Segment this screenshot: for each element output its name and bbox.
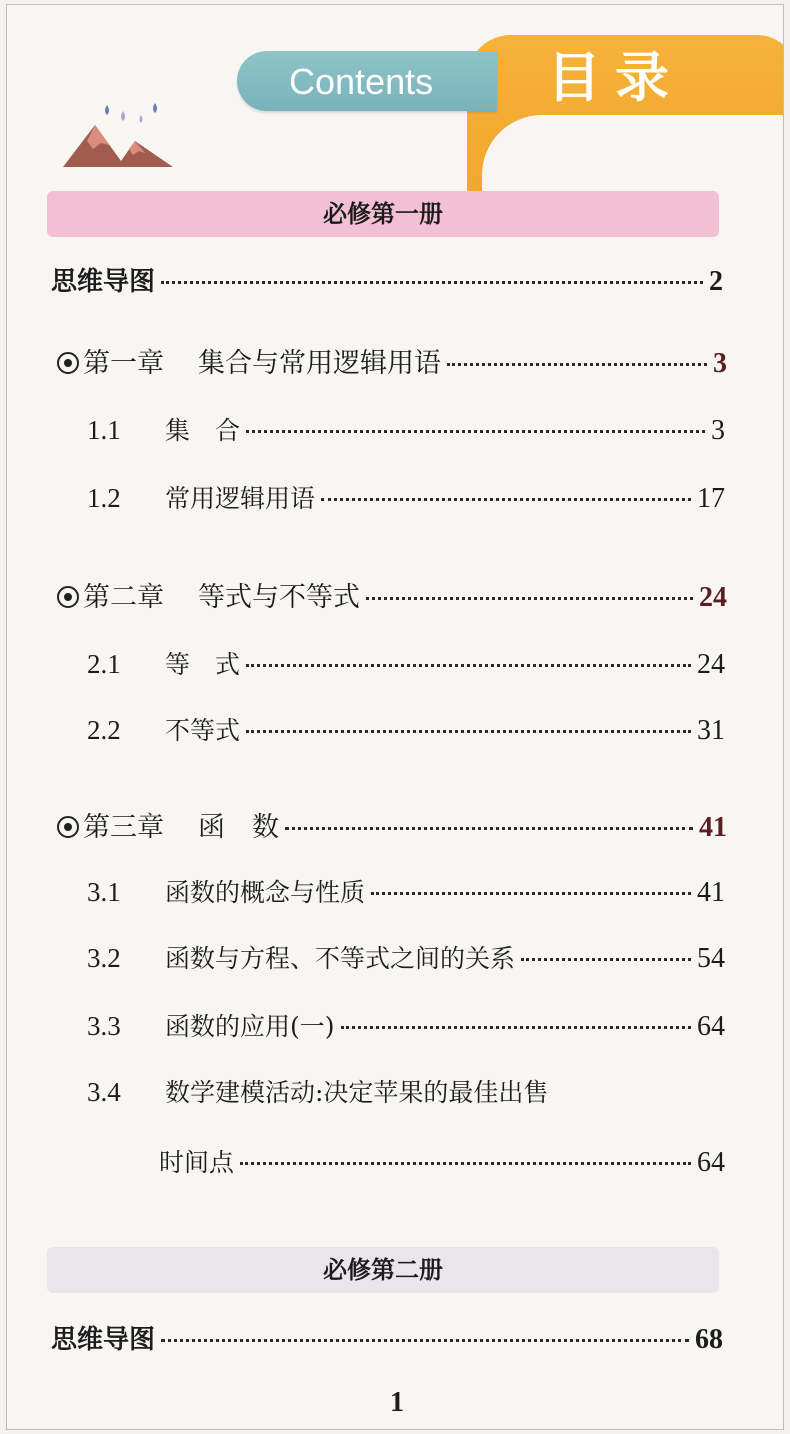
- section-title: 不等式: [165, 716, 241, 745]
- toc-entry-page: 2: [709, 266, 723, 297]
- section-page: 54: [697, 943, 725, 974]
- toc-entry-page: 68: [695, 1324, 723, 1355]
- chapter-page: 24: [699, 582, 727, 613]
- dot-leader: [240, 1162, 691, 1165]
- toc-chapter-2[interactable]: [57, 575, 727, 615]
- toc-section-2-1[interactable]: [87, 645, 725, 685]
- toc-section-1-2[interactable]: [87, 479, 725, 519]
- section-page: 64: [697, 1011, 725, 1042]
- dot-leader: [161, 1339, 689, 1342]
- section-page: 24: [697, 649, 725, 680]
- section-page: 17: [697, 483, 725, 514]
- toc-section-1-1[interactable]: [87, 411, 725, 451]
- dot-leader: [161, 281, 703, 284]
- contents-title: Contents: [289, 61, 434, 102]
- section-title: 集 合: [165, 416, 241, 445]
- chapter-title: 等式与不等式: [198, 582, 360, 613]
- chapter-bullet-icon: [57, 352, 79, 374]
- chapter-number: 第三章: [83, 812, 164, 843]
- section-number: 1.1: [87, 415, 121, 445]
- section-title: 常用逻辑用语: [165, 484, 316, 513]
- section-page: 41: [697, 877, 725, 908]
- book2-banner: 必修第二册: [47, 1247, 719, 1293]
- dot-leader: [447, 363, 707, 366]
- toc-section-3-3[interactable]: [87, 1007, 725, 1047]
- dot-leader: [366, 597, 693, 600]
- section-title-cont: 时间点: [159, 1148, 235, 1177]
- section-number: 2.1: [87, 649, 121, 679]
- toc-section-3-2[interactable]: [87, 939, 725, 979]
- section-number: 1.2: [87, 483, 121, 513]
- toc-page: [6, 4, 784, 1430]
- chapter-number: 第一章: [83, 348, 164, 379]
- chapter-page: 41: [699, 812, 727, 843]
- dot-leader: [341, 1026, 691, 1029]
- book1-banner: 必修第一册: [47, 191, 719, 237]
- section-title: 等 式: [165, 650, 241, 679]
- toc-section-3-4[interactable]: [87, 1073, 725, 1113]
- section-page: 3: [711, 415, 725, 446]
- section-page: 31: [697, 715, 725, 746]
- toc-entry-label: 思维导图: [51, 267, 156, 297]
- chapter-bullet-icon: [57, 816, 79, 838]
- toc-entry-mindmap-2[interactable]: [51, 1319, 723, 1359]
- section-number: 3.2: [87, 943, 121, 973]
- section-page: 64: [697, 1147, 725, 1178]
- dot-leader: [246, 664, 691, 667]
- dot-leader: [321, 498, 691, 501]
- section-number: 3.4: [87, 1077, 121, 1107]
- dot-leader: [285, 827, 693, 830]
- chapter-page: 3: [713, 348, 727, 379]
- chapter-number: 第二章: [83, 582, 164, 613]
- toc-entry-label: 思维导图: [51, 1325, 156, 1355]
- chapter-title: 函 数: [198, 812, 279, 843]
- page-number: 1: [390, 1387, 404, 1418]
- section-title: 数学建模活动:决定苹果的最佳出售: [165, 1078, 549, 1107]
- section-number: 3.1: [87, 877, 121, 907]
- section-title: 函数的概念与性质: [165, 878, 366, 907]
- mountain-icon: [63, 101, 181, 171]
- dot-leader: [246, 430, 705, 433]
- toc-chapter-3[interactable]: [57, 805, 727, 845]
- chapter-title: 集合与常用逻辑用语: [198, 348, 441, 379]
- toc-section-3-4-cont[interactable]: [159, 1143, 725, 1183]
- section-number: 2.2: [87, 715, 121, 745]
- mulu-title: 目录: [547, 46, 683, 109]
- dot-leader: [371, 892, 691, 895]
- toc-chapter-1[interactable]: [57, 341, 727, 381]
- toc-entry-mindmap-1[interactable]: [51, 261, 723, 301]
- dot-leader: [246, 730, 691, 733]
- toc-section-3-1[interactable]: [87, 873, 725, 913]
- section-title: 函数与方程、不等式之间的关系: [165, 944, 516, 973]
- section-number: 3.3: [87, 1011, 121, 1041]
- chapter-bullet-icon: [57, 586, 79, 608]
- toc-section-2-2[interactable]: [87, 711, 725, 751]
- section-title: 函数的应用(一): [165, 1012, 335, 1041]
- dot-leader: [521, 958, 691, 961]
